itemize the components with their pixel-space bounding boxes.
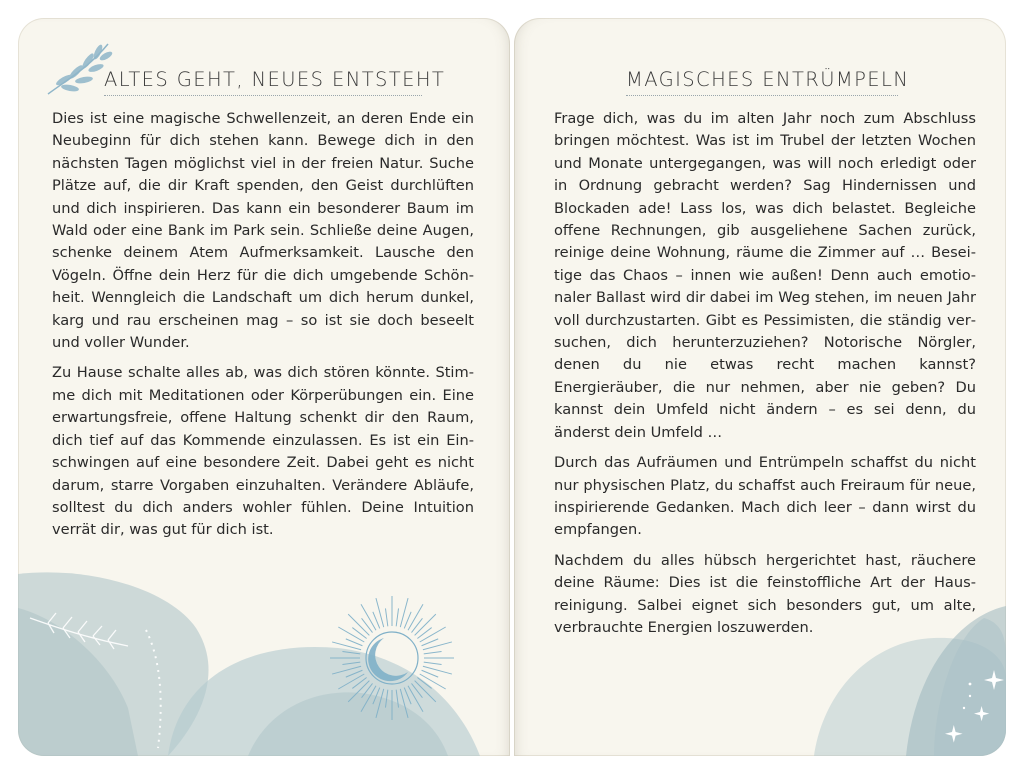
right-paragraph-3: Nachdem du alles hübsch hergerichtet hast, räuchere deine Räume: Dies ist die feinstoffliche Art der Hausreinigung. Salbei eignet sich besonders gut, um alte, verbrauchte Energien loszuwerden. [554, 551, 976, 636]
right-page-body [554, 108, 976, 647]
right-paragraph-1: Frage dich, was du im alten Jahr noch zum Abschluss bringen möchtest. Was ist im Trubel der letzten Wochen und Monate untergegangen, was will noch erledigt oder in Ordnung gebracht werden? Sag Hindernissen und Blockaden ade! Lass los, was dich belastet. Begleiche offene Rechnungen, gib ausgeliehene Sachen zurück, reinige deine Wohnung, räume die Zimmer auf … Beseitige das Chaos – innen wie außen! Denn auch emotionaler Ballast wird dir dabei im Weg stehen, im neuen Jahr voll durchzustarten. Gibt es Pessimisten, die ständig versuchen, dich herunterzuziehen? Notorische Nörgler, denen du nie etwas recht machen kannst? Energieräuber, die nur nehmen, aber nie geben? Du kannst dein Umfeld nicht ändern – es sei denn, du änderst dein Umfeld … [554, 110, 976, 441]
right-page [514, 18, 1006, 756]
left-page-heading: ALTES GEHT, NEUES ENTSTEHT [104, 68, 422, 96]
sparkle-icon [934, 648, 1006, 756]
left-page [18, 18, 510, 756]
left-page-body [52, 108, 474, 550]
crescent-moon-sun-icon [322, 588, 462, 728]
left-paragraph-1: Dies ist eine magische Schwellenzeit, an deren Ende ein Neubeginn für dich stehen kann. Bewege dich in den nächsten Tagen möglichst viel in der freien Natur. Suche Plätze auf, die dir Kraft spenden, den Geist durchlüften und dich inspirieren. Das kann ein besonderer Baum im Wald oder eine Bank im Park sein. Schließe deine Augen, schenke deinem Atem Aufmerksamkeit. Lausche den Vögeln. Öffne dein Herz für die dich umgebende Schönheit. Wenngleich die Landschaft um dich herum dunkel, karg und rau erscheinen mag – so ist sie doch beseelt und voller Wunder. [52, 110, 474, 352]
left-paragraph-2: Zu Hause schalte alles ab, was dich stören könnte. Stimme dich mit Meditationen oder Körperübungen ein. Eine erwartungsfreie, offene Haltung schenkt dir den Raum, dich tief auf das Kommende einzulassen. Es ist ein Einschwingen auf eine besondere Zeit. Dabei geht es nicht darum, starre Vorgaben einzuhalten. Verändere Abläufe, solltest du dich anders wohler fühlen. Deine Intuition verrät dir, was gut für dich ist. [52, 364, 474, 539]
right-page-heading: MAGISCHES ENTRÜMPELN [626, 68, 898, 96]
right-paragraph-2: Durch das Aufräumen und Entrümpeln schaffst du nicht nur physischen Platz, du schaffst auch Freiraum für neue, inspirierende Gedanken. Mach dich leer – dann wirst du empfangen. [554, 454, 976, 539]
